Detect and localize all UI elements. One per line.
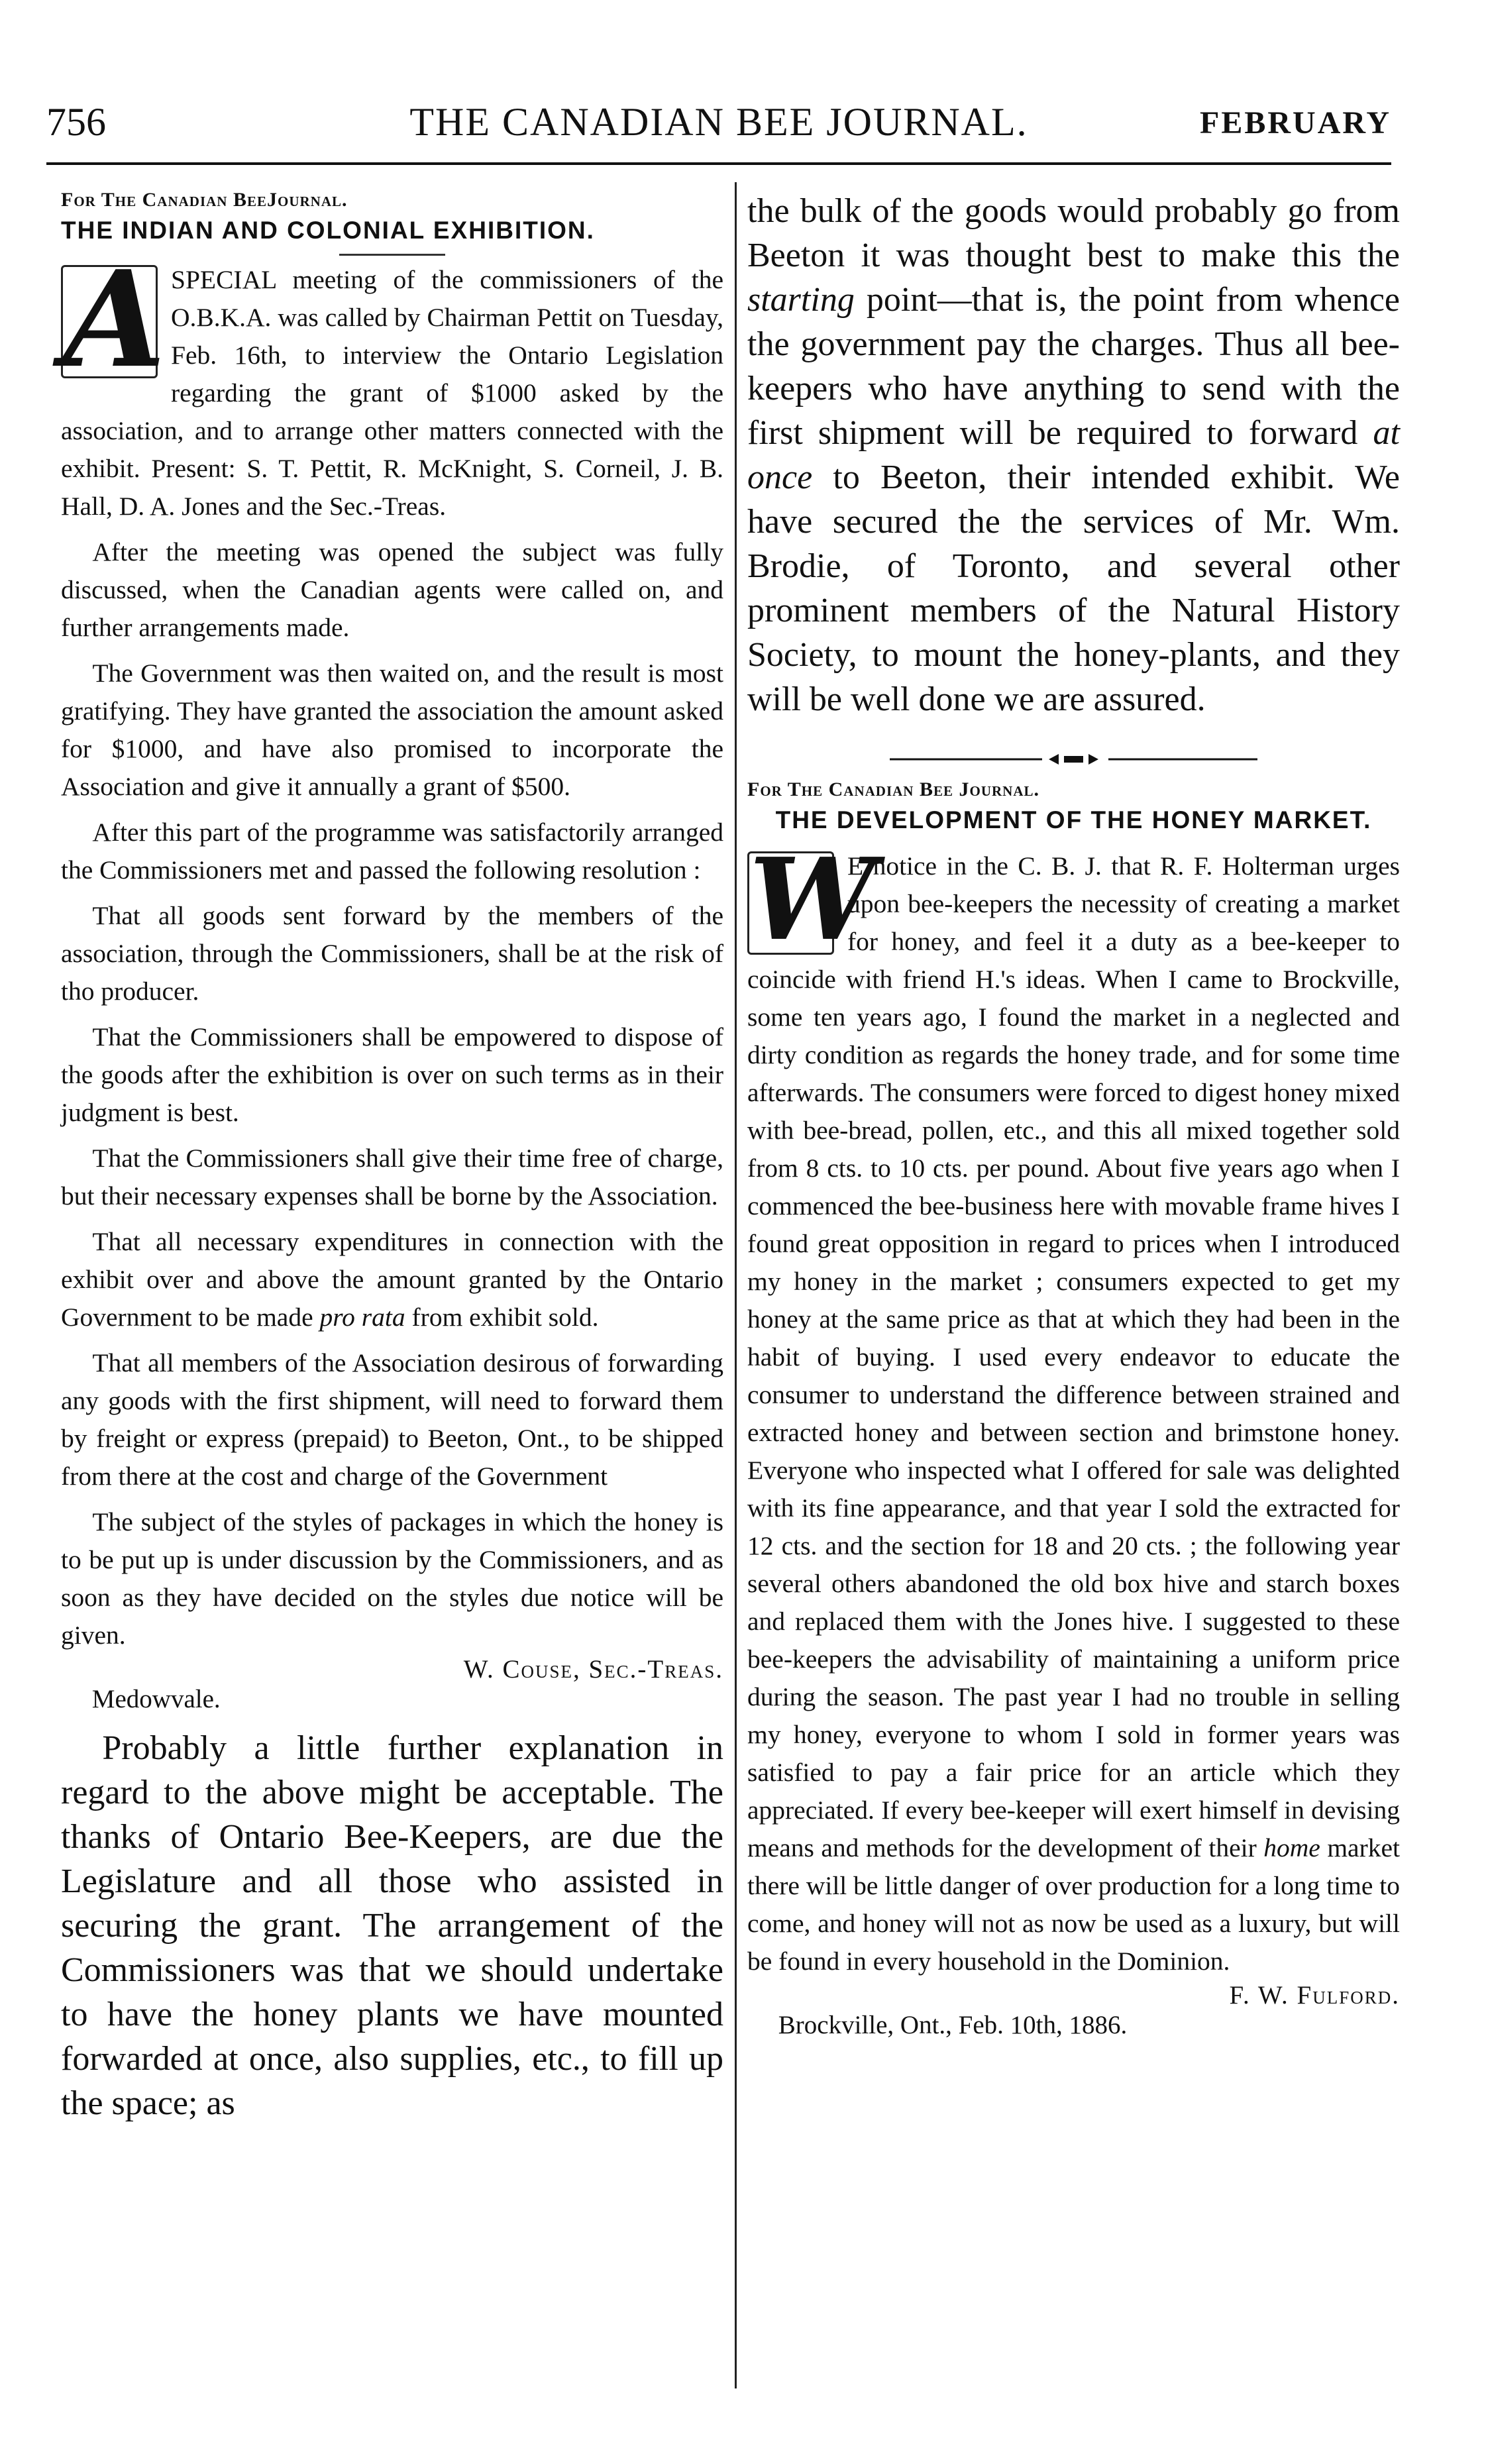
author-signature: F. W. Fulford. <box>1229 1981 1400 2009</box>
paragraph: After the meeting was opened the subject was fully discussed, when the Canadian agents were called on, and further arrangements made. <box>61 537 723 642</box>
italic-phrase: home <box>1263 1833 1320 1862</box>
secretary-signature: W. Couse, Sec.-Treas. <box>463 1655 723 1684</box>
body-text: market there will be little danger of over production for a long time to come, and honey will not as now be used as a luxury, but will be found in every household in the Dominion. <box>747 1833 1401 1976</box>
signature-place: Brockville, Ont., Feb. 10th, 1886. <box>778 2011 1128 2039</box>
resolution-item: That all members of the Association desirous of forwarding any goods with the first shipment, will need to forward them by freight or express (prepaid) to Beeton, Ont., to be shipped from there at the cost and charge of the Government <box>61 1348 723 1491</box>
body-text: E notice in the C. B. J. that R. F. Holterman urges upon bee-keepers the necessity of creating a market for honey, and feel it a duty as a bee-keeper to coincide with friend H.'s ideas. When I came to Brockville, some ten years ago, I found the market in a neglected and dirty condition as regards the honey trade, and for some time afterwards. The consumers were forced to digest honey mixed with bee-bread, pollen, etc., and this all mixed together sold from 8 cts. to 10 cts. per pound. About five years ago when I commenced the bee-business here with movable frame hives I found great opposition in regard to prices when I introduced my honey in the market ; consumers expected to get my honey at the same price as that at which they had been in the habit of buying. I used every endeavor to educate the consumer to understand the difference between strained and extracted honey and between section and brimstone honey. Everyone who inspected what I offered for sale was delighted with its fine appearance, and that year I sold the extracted for 12 cts. and the section for 18 and 20 cts. ; the following year several others abandoned the old box hive and starch boxes and replaced them with the Jones hive. I suggested to these bee-keepers the advisability of maintaining a uniform price during the season. The past year I had no trouble in selling my honey, everyone to whom I sold in former years was satisfied to pay a fair price for an article which they appreciated. If every bee-keeper will exert himself in devising means and methods for the development of their <box>747 851 1400 1862</box>
intro-text: SPECIAL meeting of the commissioners of the O.B.K.A. was called by Chairman Pettit on Tuesday, Feb. 16th, to interview the Ontario Legislation regarding the grant of $1000 asked by the association, and to arrange other matters connected with the exhibit. Present: S. T. Pettit, R. McKnight, S. Corneil, J. B. Hall, D. A. Jones and the Sec.-Treas. <box>61 265 723 521</box>
journal-title: THE CANADIAN BEE JOURNAL. <box>409 100 1028 144</box>
resolution-item: That all goods sent forward by the members of the association, through the Commissioners, shall be at the risk of tho producer. <box>61 901 723 1006</box>
continued-text: the bulk of the goods would probably go from Beeton it was thought best to make this the <box>747 192 1400 274</box>
article-byline: For The Canadian BeeJournal. <box>61 189 348 211</box>
resolution-item <box>61 1223 723 1336</box>
article-byline: For The Canadian Bee Journal. <box>747 778 1039 800</box>
drop-cap-initial: A <box>61 265 158 378</box>
article-title: THE DEVELOPMENT OF THE HONEY MARKET. <box>775 806 1372 833</box>
drop-cap-initial: W <box>747 851 834 955</box>
italic-phrase: at once <box>747 414 1400 496</box>
article-body <box>747 833 1401 1980</box>
running-header <box>46 99 1391 152</box>
signature-place: Medowvale. <box>91 1685 221 1713</box>
resolution-text: That all necessary expenditures in connection with the exhibit over and above the amount granted by the Ontario Government to be made <box>61 1227 723 1332</box>
title-rule <box>339 254 445 256</box>
right-column <box>747 189 1400 2040</box>
issue-month: FEBRUARY <box>1200 105 1391 140</box>
column-divider <box>735 182 737 2388</box>
article-title: THE INDIAN AND COLONIAL EXHIBITION. <box>61 217 595 244</box>
paragraph: After this part of the programme was satisfactorily arranged the Commissioners met and passed the following resolution : <box>61 818 723 884</box>
italic-phrase: pro rata <box>319 1303 405 1332</box>
section-ornament <box>747 749 1400 769</box>
continued-text: point—that is, the point from whence the government pay the charges. Thus all bee-keepers who have anything to send with the first shipment will be required to forward <box>747 281 1400 452</box>
resolution-item: That the Commissioners shall give their time free of charge, but their necessary expenses shall be borne by the Association. <box>61 1144 723 1210</box>
italic-phrase: starting <box>747 281 855 319</box>
editor-note-continued <box>747 189 1400 722</box>
header-rule <box>46 162 1391 165</box>
resolution-text: from exhibit sold. <box>411 1303 599 1332</box>
paragraph: The Government was then waited on, and the result is most gratifying. They have granted the association the amount asked for $1000, and have also promised to incorporate the Association and give it annually a grant of $500. <box>61 659 723 801</box>
page-number: 756 <box>46 100 106 144</box>
resolution-item: That the Commissioners shall be empowered to dispose of the goods after the exhibition is over on such terms as in their judgment is best. <box>61 1022 723 1127</box>
article-intro <box>61 242 723 525</box>
left-column <box>61 189 723 2125</box>
editor-note: Probably a little further explanation in regard to the above might be acceptable. The thanks of Ontario Bee-Keepers, are due the Legislature and all those who assisted in securing the grant. The arrangement of the Commissioners was that we should undertake to have the honey plants we have mounted forwarded at once, also supplies, etc., to fill up the space; as <box>61 1729 723 2122</box>
resolution-item: The subject of the styles of packages in which the honey is to be put up is under discussion by the Commissioners, and as soon as they have decided on the styles due notice will be given. <box>61 1507 723 1650</box>
continued-text: to Beeton, their intended exhibit. We have secured the the services of Mr. Wm. Brodie, of Toronto, and several other prominent members of the Natural History Society, to mount the honey-plants, and they will be well done we are assured. <box>747 458 1401 718</box>
